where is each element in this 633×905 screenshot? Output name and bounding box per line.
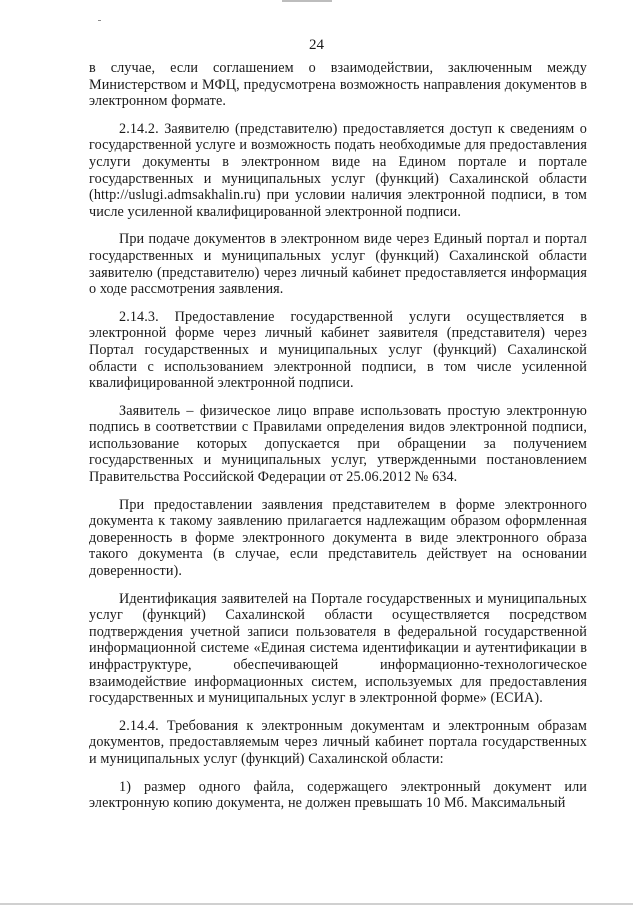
paragraph: При предоставлении заявления представителем в форме электронного документа к такому заявлению прилагается надлежащим образом оформленная доверенность в форме электронного документа в виде электронного образа такого документа (в случае, если представитель действует на основании доверенности). [89,496,587,580]
paragraph: 2.14.3. Предоставление государственной услуги осуществляется в электронной форме через личный кабинет заявителя (представителя) через Портал государственных и муниципальных услуг (функций) Сахалинской области с использованием электронной подписи, в том числе усиленной квалифицированной электронной подписи. [89,308,587,392]
scan-artifact [98,20,101,21]
document-body [89,60,587,823]
paragraph: Идентификация заявителей на Портале государственных и муниципальных услуг (функций) Сахалинской области осуществляется посредством подтверждения учетной записи пользователя в федеральной государственной информационной системе «Единая система идентификации и аутентификации в инфраструктуре, обеспечивающей информационно-технологическое взаимодействие информационных систем, используемых для предоставления государственных и муниципальных услуг в электронной форме» (ЕСИА). [89,590,587,707]
paragraph: 2.14.2. Заявителю (представителю) предоставляется доступ к сведениям о государственной услуге и возможность подать необходимые для предоставления услуги документы в электронном виде на Едином портале и портале государственных и муниципальных услуг (функций) Сахалинской области (http://uslugi.admsakhalin.ru) при условии наличия электронной подписи, в том числе усиленной квалифицированной электронной подписи. [89,120,587,220]
scan-artifact [282,0,332,2]
page-number: 24 [309,37,324,53]
paragraph: в случае, если соглашением о взаимодействии, заключенным между Министерством и МФЦ, предусмотрена возможность направления документов в электронном формате. [89,60,587,110]
paragraph: Заявитель – физическое лицо вправе использовать простую электронную подпись в соответствии с Правилами определения видов электронной подписи, использование которых допускается при обращении за получением государственных и муниципальных услуг, утвержденными постановлением Правительства Российской Федерации от 25.06.2012 № 634. [89,402,587,486]
paragraph: 1) размер одного файла, содержащего электронный документ или электронную копию документа, не должен превышать 10 Мб. Максимальный [89,778,587,812]
paragraph: При подаче документов в электронном виде через Единый портал и портал государственных и муниципальных услуг (функций) Сахалинской области заявителю (представителю) через личный кабинет предоставляется информация о ходе рассмотрения заявления. [89,231,587,298]
paragraph: 2.14.4. Требования к электронным документам и электронным образам документов, предоставляемым через личный кабинет портала государственных и муниципальных услуг (функций) Сахалинской области: [89,717,587,767]
